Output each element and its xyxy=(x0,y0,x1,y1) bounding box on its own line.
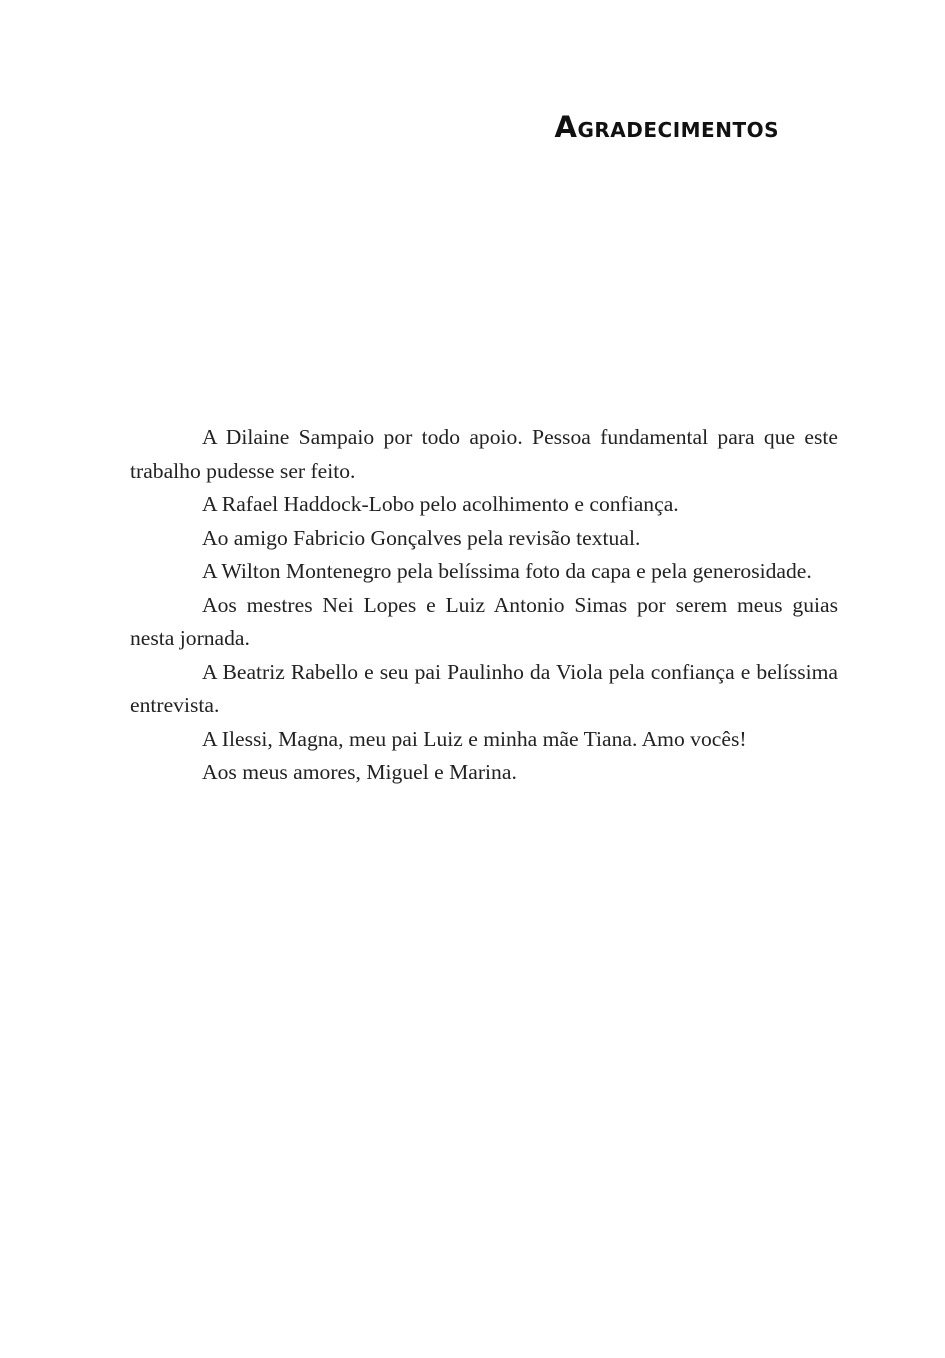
paragraph: Ao amigo Fabricio Gonçalves pela revisão textual. xyxy=(202,525,641,550)
paragraph: A Beatriz Rabello e seu pai Paulinho da Viola pela confiança e belíssima entrevista. xyxy=(130,659,838,717)
paragraph: Aos mestres Nei Lopes e Luiz Antonio Simas por serem meus guias nesta jornada. xyxy=(130,592,838,650)
paragraph: A Dilaine Sampaio por todo apoio. Pessoa fundamental para que este trabalho pudesse ser feito. xyxy=(130,425,838,483)
paragraph: Aos meus amores, Miguel e Marina. xyxy=(202,760,517,784)
paragraph: A Rafael Haddock-Lobo pelo acolhimento e confiança. xyxy=(202,492,679,516)
page-title: Agradecimentos xyxy=(554,110,779,144)
acknowledgements-body xyxy=(130,421,838,790)
paragraph: A Ilessi, Magna, meu pai Luiz e minha mãe Tiana. Amo vocês! xyxy=(202,726,747,751)
paragraph: A Wilton Montenegro pela belíssima foto da capa e pela generosidade. xyxy=(202,559,812,583)
